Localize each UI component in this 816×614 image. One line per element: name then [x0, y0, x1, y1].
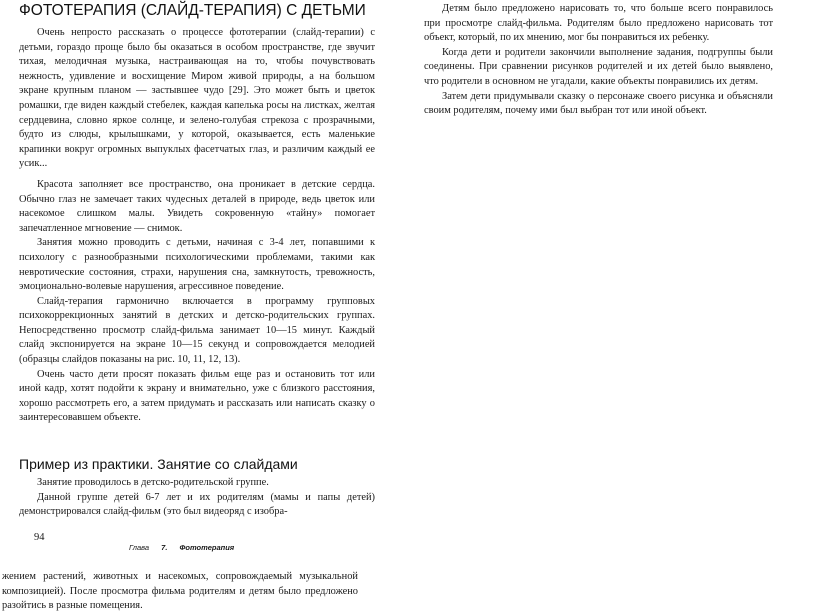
practice-section-body	[19, 476, 375, 520]
paragraph-comparison: Когда дети и родители закончили выполнение задания, подгруппы были соединены. При сравнении рисунков родителей и их детей было выявлено, что родители в основном не угадали, какие объекты понравились их детям.	[424, 46, 773, 87]
paragraph-beauty: Красота заполняет все пространство, она проникает в детские сердца. Обычно глаз не замечает таких чудесных деталей в природе, ведь цветок или насекомое слишком малы. Увидеть сокровенную «тайну» помогает запечатленное мгновение — снимок.	[19, 178, 375, 234]
footer-chapter-number: 7.	[161, 543, 168, 552]
page-number: 94	[34, 532, 45, 543]
paragraph-repeat: Очень часто дети просят показать фильм еще раз и остановить тот или иной кадр, хотят подойти к экрану и внимательно, уже с близкого расстояния, хорошо рассмотреть его, а затем придумать и рассказать или написать сказку о заинтересовавшем объекте.	[19, 368, 375, 424]
footer-chapter-label: Глава	[129, 543, 150, 552]
page-title: ФОТОТЕРАПИЯ (СЛАЙД-ТЕРАПИЯ) С ДЕТЬМИ	[19, 2, 366, 19]
paragraph-fairy-tale: Затем дети придумывали сказку о персонаже своего рисунка и объясняли своим родителям, почему ими был выбран тот или иной объект.	[424, 90, 773, 117]
left-column	[19, 2, 375, 426]
right-column	[424, 2, 773, 119]
paragraph-demo: Данной группе детей 6-7 лет и их родителям (мамы и папы детей) демонстрировался слайд-фильм (это был видеоряд с изобра-	[19, 491, 375, 518]
running-footer	[129, 543, 234, 552]
paragraph-age: Занятия можно проводить с детьми, начиная с 3-4 лет, попавшими к психологу с разнообразными психологическими проблемами, такими как невротические состояния, страхи, нарушения сна, замкнутость, тревожность, эмоционально-волевые нарушения, агрессивное поведение.	[19, 237, 375, 293]
continuation-block	[2, 570, 358, 614]
paragraph-intro: Очень непросто рассказать о процессе фототерапии (слайд-терапии) с детьми, гораздо проще было бы оказаться в особом пространстве, где звучит тихая, мелодичная музыка, настраивающая на то, чтобы почувствовать нежность, удивление и восхищение Миром живой природы, а на большом экране крупным планом — застывшее чудо [29]. Это может быть и цветок ромашки, где виден каждый стебелек, каждая капелька росы на листках, желтая сердцевина, словно яркое солнце, и зелено-голубая стрекоза с прозрачными, будто из слюды, крылышками, у которой, оказывается, есть маленькие крапинки вокруг огромных выпуклых фасетчатых глаз, и различим каждый ее усик...	[19, 27, 375, 170]
paragraph-continuation: жением растений, животных и насекомых, сопровождаемый музыкальной композицией). После просмотра фильма родителям и детям было предложено разойтись в разные помещения.	[2, 571, 358, 612]
footer-chapter-name: Фототерапия	[179, 543, 235, 552]
paragraph-group: Занятие проводилось в детско-родительской группе.	[37, 477, 269, 488]
section-heading: Пример из практики. Занятие со слайдами	[19, 456, 298, 472]
paragraph-program: Слайд-терапия гармонично включается в программу групповых психокоррекционных занятий в детских и детско-родительских группах. Непосредственно просмотр слайд-фильма занимает 10—15 минут. Каждый слайд экспонируется на экране 10—15 секунд и сопровождается мелодией (образцы слайдов показаны на рис. 10, 11, 12, 13).	[19, 295, 375, 366]
paragraph-drawing-task: Детям было предложено нарисовать то, что больше всего понравилось при просмотре слайд-фильма. Родителям было предложено нарисовать тот объект, который, по их мнению, мог бы понравиться их ребенку.	[424, 3, 773, 44]
